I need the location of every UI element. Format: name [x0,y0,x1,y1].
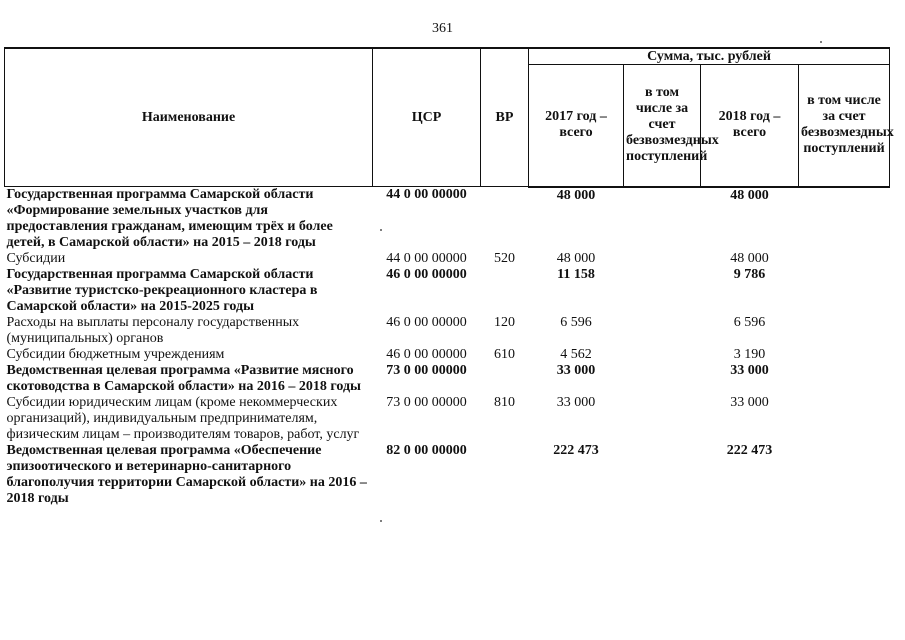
row-2018-total: 33 000 [730,363,769,378]
row-2018-total: 48 000 [730,251,769,266]
row-csr: 46 0 00 00000 [386,347,467,362]
header-2018-total: 2018 год – всего [701,65,799,187]
row-2017-free [624,187,701,252]
row-2018-free [799,347,890,363]
header-name: Наименование [5,48,373,187]
row-2017-total: 48 000 [556,251,596,266]
row-2017-total: 33 000 [556,363,596,378]
table-row [5,251,890,267]
row-name: Ведомственная целевая программа «Развитие мясного скотоводства в Самарской области» на 2016 – 2018 годы [6,363,361,394]
row-2017-total: 6 596 [560,315,592,330]
row-2018-free [799,443,890,507]
budget-table [4,47,894,507]
header-sum-group: Сумма, тыс. рублей [529,48,890,65]
page-number: 361 [432,21,453,36]
row-name: Расходы на выплаты персоналу государственных (муниципальных) органов [6,315,300,346]
row-name: Государственная программа Самарской области «Развитие туристско-рекреационного кластера в Самарской области» на 2015-2025 годы [6,267,318,314]
row-2017-free [624,315,701,347]
row-2017-free [624,267,701,315]
row-2017-total: 4 562 [560,347,592,362]
scan-speck [380,520,382,522]
table-row [5,315,890,347]
row-2018-total: 48 000 [730,187,769,203]
row-vr: 810 [494,395,515,410]
row-csr: 73 0 00 00000 [386,395,467,410]
row-name: Субсидии бюджетным учреждениям [6,347,225,362]
row-csr: 44 0 00 00000 [386,187,467,202]
row-vr: 520 [494,251,515,266]
row-vr [481,187,529,252]
row-2017-total: 48 000 [556,187,596,203]
table-row [5,395,890,443]
row-name: Субсидии [6,251,66,266]
row-2017-free [624,347,701,363]
row-2018-free [799,363,890,395]
row-2018-total: 9 786 [733,267,766,282]
row-2017-free [624,363,701,395]
row-2018-total: 6 596 [733,315,766,330]
row-name: Субсидии юридическим лицам (кроме некоммерческих организаций), индивидуальным предпринимателям, физическим лицам – производителям товаров, работ, услуг [6,395,360,442]
header-vr: ВР [481,48,529,187]
row-2018-free [799,267,890,315]
table-row [5,187,890,252]
table-body [5,187,890,508]
table-row [5,267,890,315]
row-csr: 73 0 00 00000 [386,363,467,378]
row-vr [481,267,529,315]
row-csr: 46 0 00 00000 [386,267,467,282]
row-2018-free [799,395,890,443]
row-2018-free [799,315,890,347]
row-name: Ведомственная целевая программа «Обеспечение эпизоотического и ветеринарно-санитарного благополучия территории Самарской области» на 2016 –2018 годы [6,443,367,506]
row-name: Государственная программа Самарской области «Формирование земельных участков для предоставления гражданам, имеющим трёх и более детей, в Самарской области» на 2015 – 2018 годы [6,187,333,250]
row-2017-free [624,251,701,267]
scan-speck [820,41,822,43]
header-2017-free: в том числе за счет безвозмездных поступлений [624,65,701,187]
row-2018-total: 3 190 [733,347,766,362]
row-vr [481,443,529,507]
row-2018-free [799,251,890,267]
row-2018-free [799,187,890,252]
table-header [5,48,894,187]
row-csr: 46 0 00 00000 [386,315,467,330]
header-2018-free: в том числе за счет безвозмездных поступлений [799,65,890,187]
table-row [5,363,890,395]
row-2017-total: 11 158 [557,267,595,282]
row-csr: 82 0 00 00000 [386,443,467,458]
row-2018-total: 222 473 [726,443,773,458]
row-2018-total: 33 000 [730,395,769,410]
row-vr: 120 [494,315,515,330]
row-2017-free [624,395,701,443]
table-row [5,347,890,363]
table-row [5,443,890,507]
row-vr: 610 [494,347,515,362]
row-vr [481,363,529,395]
row-2017-total: 33 000 [556,395,596,410]
row-csr: 44 0 00 00000 [386,251,467,266]
header-csr: ЦСР [373,48,481,187]
row-2017-free [624,443,701,507]
row-2017-total: 222 473 [553,443,599,458]
header-2017-total: 2017 год – всего [529,65,624,187]
